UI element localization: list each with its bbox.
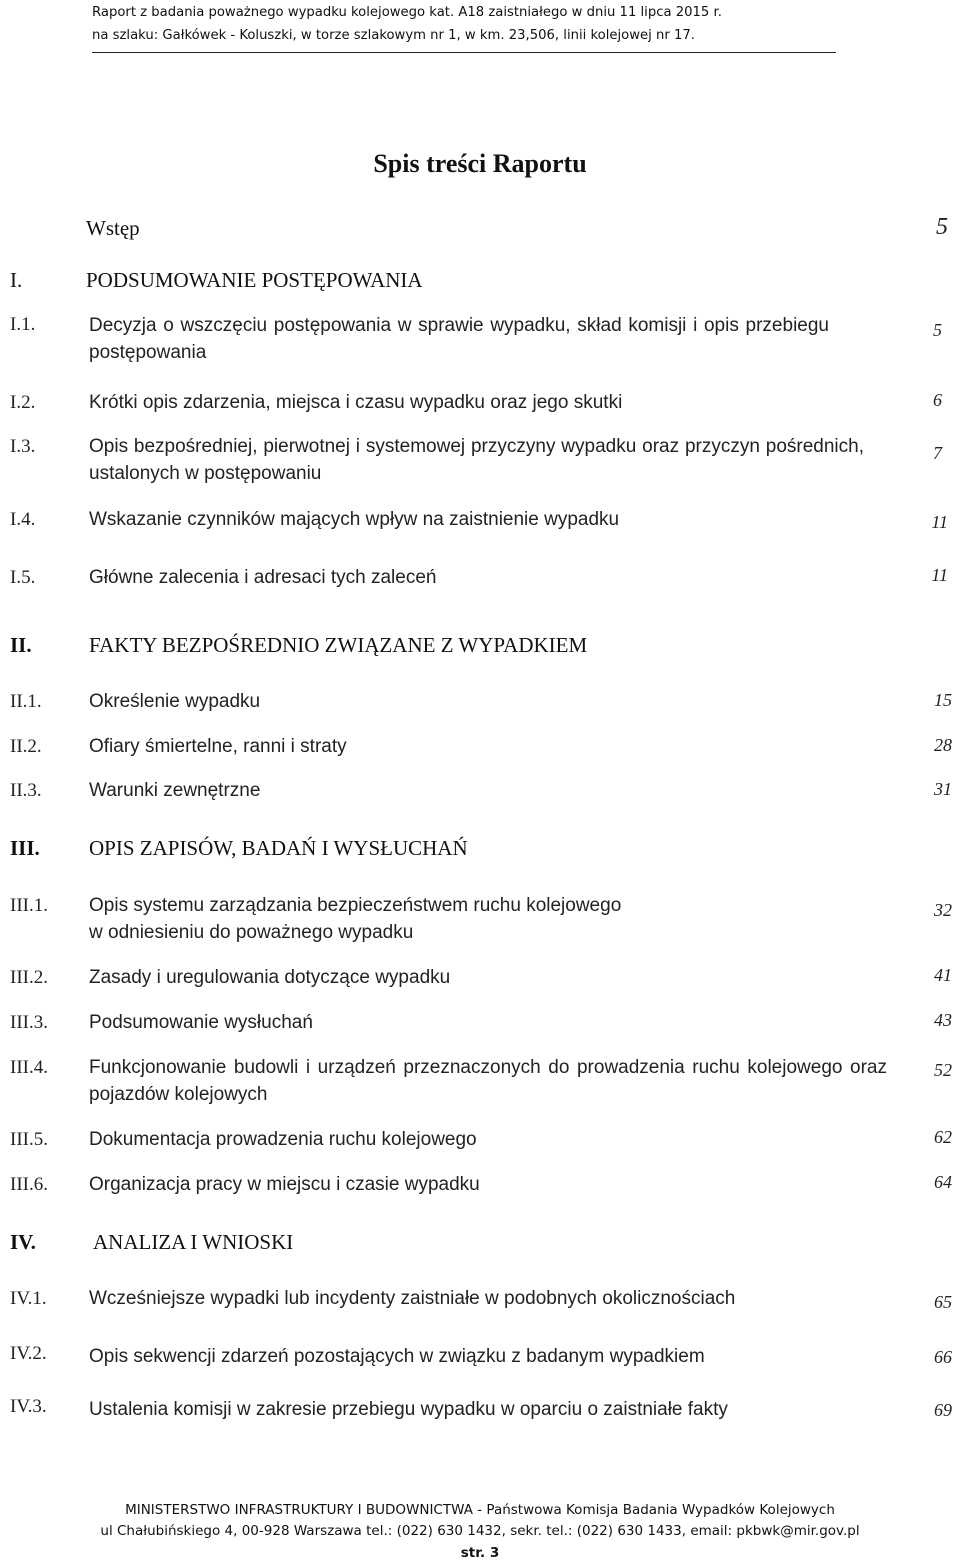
toc-item-text: Decyzja o wszczęciu postępowania w sprawie wypadku, skład komisji i opis przebiegu postępowania	[89, 315, 829, 363]
toc-item-text: Opis bezpośredniej, pierwotnej i systemowej przyczyny wypadku oraz przyczyn pośrednich, ustalonych w postępowaniu	[89, 436, 864, 484]
toc-section-3-number: III.	[10, 836, 40, 860]
toc-item-text: Dokumentacja prowadzenia ruchu kolejowego	[89, 1129, 477, 1150]
toc-item-number: IV.2.	[10, 1343, 47, 1364]
footer-page-number: str. 3	[460, 1545, 500, 1561]
report-header-line-1: Raport z badania poważnego wypadku kolejowego kat. A18 zaistniałego w dniu 11 lipca 2015 r.	[92, 5, 722, 20]
toc-item-text: Zasady i uregulowania dotyczące wypadku	[89, 967, 451, 988]
footer-contact: ul Chałubińskiego 4, 00-928 Warszawa tel.: (022) 630 1432, sekr. tel.: (022) 630 1433, email: pkbwk@mir.gov.pl	[100, 1523, 860, 1539]
toc-item-text: Funkcjonowanie budowli i urządzeń przeznaczonych do prowadzenia ruchu kolejowego oraz pojazdów kolejowych	[89, 1057, 887, 1105]
toc-item-text: Ofiary śmiertelne, ranni i straty	[89, 736, 347, 757]
toc-item-number: III.5.	[10, 1129, 48, 1150]
toc-item-number: I.5.	[10, 567, 36, 588]
footer-institution: MINISTERSTWO INFRASTRUKTURY I BUDOWNICTWA - Państwowa Komisja Badania Wypadków Kolejowych	[125, 1502, 835, 1518]
toc-item-page: 11	[931, 512, 948, 532]
toc-item-page: 7	[933, 443, 942, 463]
toc-section-2-title: FAKTY BEZPOŚREDNIO ZWIĄZANE Z WYPADKIEM	[89, 633, 588, 657]
toc-item-text: Wskazanie czynników mających wpływ na zaistnienie wypadku	[89, 509, 620, 530]
toc-item-page: 43	[934, 1010, 952, 1030]
toc-item-text: Opis sekwencji zdarzeń pozostających w związku z badanym wypadkiem	[89, 1346, 705, 1367]
toc-item-page: 66	[934, 1347, 952, 1367]
toc-item-number: II.3.	[10, 780, 42, 801]
toc-item-page: 62	[934, 1127, 952, 1147]
toc-item-text-continued: w odniesieniu do poważnego wypadku	[89, 922, 414, 943]
toc-item-page: 64	[934, 1172, 952, 1192]
toc-section-4-title: ANALIZA I WNIOSKI	[93, 1230, 294, 1254]
toc-item-number: II.2.	[10, 736, 42, 757]
toc-item-page: 69	[934, 1400, 952, 1420]
toc-item-page: 11	[931, 565, 948, 585]
toc-item-number: IV.1.	[10, 1288, 47, 1309]
toc-section-3-title: OPIS ZAPISÓW, BADAŃ I WYSŁUCHAŃ	[89, 836, 468, 860]
toc-section-2-number: II.	[10, 633, 32, 657]
toc-item-page: 5	[933, 320, 942, 340]
toc-item-page: 6	[933, 390, 942, 410]
toc-item-number: I.4.	[10, 509, 36, 530]
toc-item-text: Wcześniejsze wypadki lub incydenty zaistniałe w podobnych okolicznościach	[89, 1288, 736, 1309]
toc-item-page: 28	[934, 735, 952, 755]
page-title: Spis treści Raportu	[373, 149, 587, 178]
header-rule	[92, 52, 836, 53]
toc-item-number: IV.3.	[10, 1396, 47, 1417]
toc-item-number: I.3.	[10, 436, 36, 457]
toc-intro-label: Wstęp	[86, 216, 140, 240]
toc-section-1-number: I.	[10, 268, 23, 292]
toc-item-number: I.1.	[10, 314, 36, 335]
report-header-line-2: na szlaku: Gałkówek - Koluszki, w torze szlakowym nr 1, w km. 23,506, linii kolejowej nr 17.	[92, 28, 695, 43]
toc-item-text: Warunki zewnętrzne	[89, 780, 261, 801]
toc-item-text: Podsumowanie wysłuchań	[89, 1012, 313, 1033]
toc-item-page: 32	[934, 900, 952, 920]
toc-item-text: Określenie wypadku	[89, 691, 261, 712]
toc-section-4-number: IV.	[10, 1230, 36, 1254]
toc-item-page: 41	[934, 965, 952, 985]
toc-item-page: 31	[934, 779, 952, 799]
toc-item-page: 65	[934, 1292, 952, 1312]
toc-item-number: III.1.	[10, 895, 48, 916]
toc-item-text: Krótki opis zdarzenia, miejsca i czasu wypadku oraz jego skutki	[89, 392, 623, 413]
toc-item-text: Organizacja pracy w miejscu i czasie wypadku	[89, 1174, 480, 1195]
toc-item-text: Główne zalecenia i adresaci tych zaleceń	[89, 567, 437, 588]
toc-item-text: Opis systemu zarządzania bezpieczeństwem ruchu kolejowego	[89, 895, 622, 916]
toc-item-page: 15	[934, 690, 952, 710]
toc-intro-page: 5	[936, 214, 948, 240]
toc-item-number: I.2.	[10, 392, 36, 413]
toc-item-number: III.4.	[10, 1057, 48, 1078]
toc-item-number: III.2.	[10, 967, 48, 988]
toc-item-page: 52	[934, 1060, 952, 1080]
toc-item-number: III.3.	[10, 1012, 48, 1033]
toc-item-text: Ustalenia komisji w zakresie przebiegu wypadku w oparciu o zaistniałe fakty	[89, 1399, 728, 1420]
toc-item-number: III.6.	[10, 1174, 48, 1195]
toc-item-number: II.1.	[10, 691, 42, 712]
toc-section-1-title: PODSUMOWANIE POSTĘPOWANIA	[86, 268, 423, 292]
